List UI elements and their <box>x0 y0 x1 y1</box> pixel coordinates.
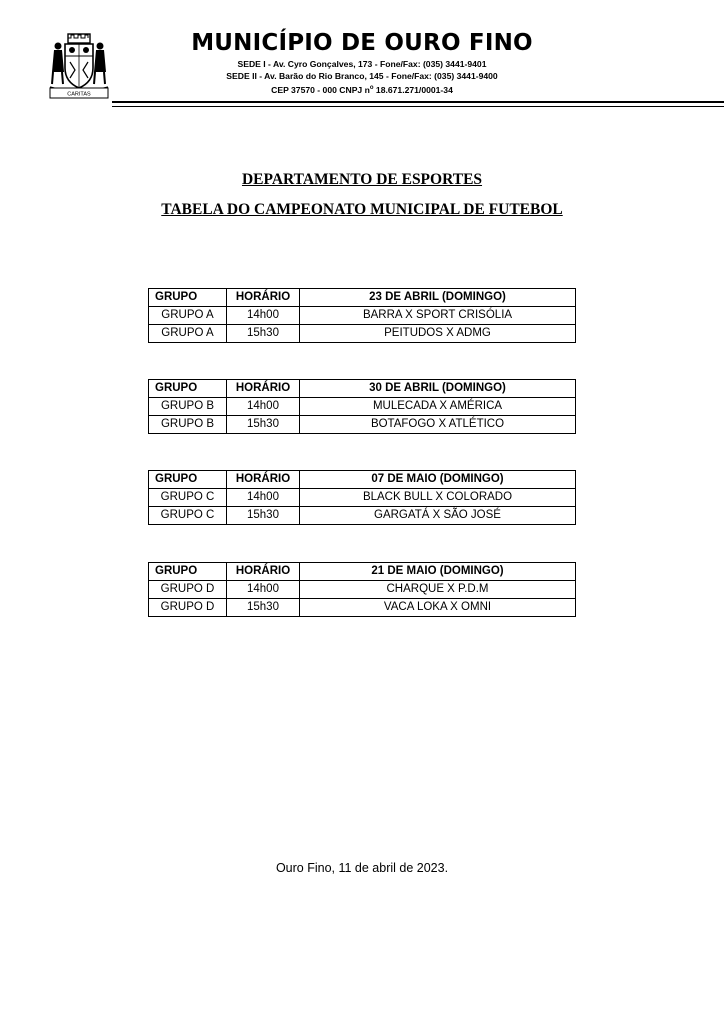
municipal-crest-logo <box>48 32 110 100</box>
table-row <box>149 489 576 507</box>
department-heading: DEPARTAMENTO DE ESPORTES <box>241 171 483 188</box>
match-cell: BLACK BULL X COLORADO <box>300 489 576 507</box>
match-cell: BOTAFOGO X ATLÉTICO <box>300 416 576 434</box>
date-header: 21 DE MAIO (DOMINGO) <box>300 563 576 581</box>
header-rule-thin <box>112 106 724 107</box>
letterhead <box>120 28 604 96</box>
table-header-row <box>149 380 576 398</box>
time-cell: 14h00 <box>227 581 300 599</box>
time-column-header: HORÁRIO <box>227 563 300 581</box>
table-header-row <box>149 471 576 489</box>
cep-cnpj-prefix: CEP 37570 - 000 CNPJ n <box>271 84 370 95</box>
group-column-header: GRUPO <box>149 380 227 398</box>
match-cell: CHARQUE X P.D.M <box>300 581 576 599</box>
group-cell: GRUPO C <box>149 507 227 525</box>
group-column-header: GRUPO <box>149 563 227 581</box>
table-header-row <box>149 563 576 581</box>
group-cell: GRUPO D <box>149 581 227 599</box>
match-cell: GARGATÁ X SÃO JOSÉ <box>300 507 576 525</box>
table-row <box>149 325 576 343</box>
time-cell: 14h00 <box>227 398 300 416</box>
table-header-row <box>149 289 576 307</box>
table-row <box>149 398 576 416</box>
schedule-table-round-2 <box>148 379 576 434</box>
time-cell: 15h30 <box>227 507 300 525</box>
group-cell: GRUPO B <box>149 398 227 416</box>
group-column-header: GRUPO <box>149 471 227 489</box>
address-line-2: SEDE II - Av. Barão do Rio Branco, 145 - Fone/Fax: (035) 3441-9400 <box>226 71 498 81</box>
time-cell: 15h30 <box>227 416 300 434</box>
time-cell: 14h00 <box>227 489 300 507</box>
date-header: 07 DE MAIO (DOMINGO) <box>300 471 576 489</box>
group-cell: GRUPO A <box>149 307 227 325</box>
document-subtitle: TABELA DO CAMPEONATO MUNICIPAL DE FUTEBOL <box>161 201 563 218</box>
group-cell: GRUPO B <box>149 416 227 434</box>
schedule-table-round-4 <box>148 562 576 617</box>
match-cell: BARRA X SPORT CRISÓLIA <box>300 307 576 325</box>
address-line-1: SEDE I - Av. Cyro Gonçalves, 173 - Fone/Fax: (035) 3441-9401 <box>237 59 487 69</box>
table-row <box>149 416 576 434</box>
group-cell: GRUPO A <box>149 325 227 343</box>
time-cell: 15h30 <box>227 599 300 617</box>
time-column-header: HORÁRIO <box>227 471 300 489</box>
match-cell: VACA LOKA X OMNI <box>300 599 576 617</box>
place-date-footer: Ouro Fino, 11 de abril de 2023. <box>275 861 449 875</box>
cep-cnpj-line <box>120 82 604 96</box>
table-row <box>149 507 576 525</box>
date-header: 30 DE ABRIL (DOMINGO) <box>300 380 576 398</box>
table-row <box>149 599 576 617</box>
date-header: 23 DE ABRIL (DOMINGO) <box>300 289 576 307</box>
schedule-table-round-1 <box>148 288 576 343</box>
table-row <box>149 307 576 325</box>
municipality-title: MUNICÍPIO DE OURO FINO <box>191 30 533 56</box>
schedule-table-round-3 <box>148 470 576 525</box>
table-row <box>149 581 576 599</box>
group-cell: GRUPO C <box>149 489 227 507</box>
group-column-header: GRUPO <box>149 289 227 307</box>
cnpj-number: 18.671.271/0001-34 <box>373 84 453 95</box>
time-column-header: HORÁRIO <box>227 380 300 398</box>
time-column-header: HORÁRIO <box>227 289 300 307</box>
numero-superscript: o <box>369 85 374 91</box>
crest-motto-text: CARITAS <box>67 91 91 98</box>
match-cell: PEITUDOS X ADMG <box>300 325 576 343</box>
match-cell: MULECADA X AMÉRICA <box>300 398 576 416</box>
time-cell: 15h30 <box>227 325 300 343</box>
header-rule-thick <box>112 101 724 103</box>
time-cell: 14h00 <box>227 307 300 325</box>
group-cell: GRUPO D <box>149 599 227 617</box>
